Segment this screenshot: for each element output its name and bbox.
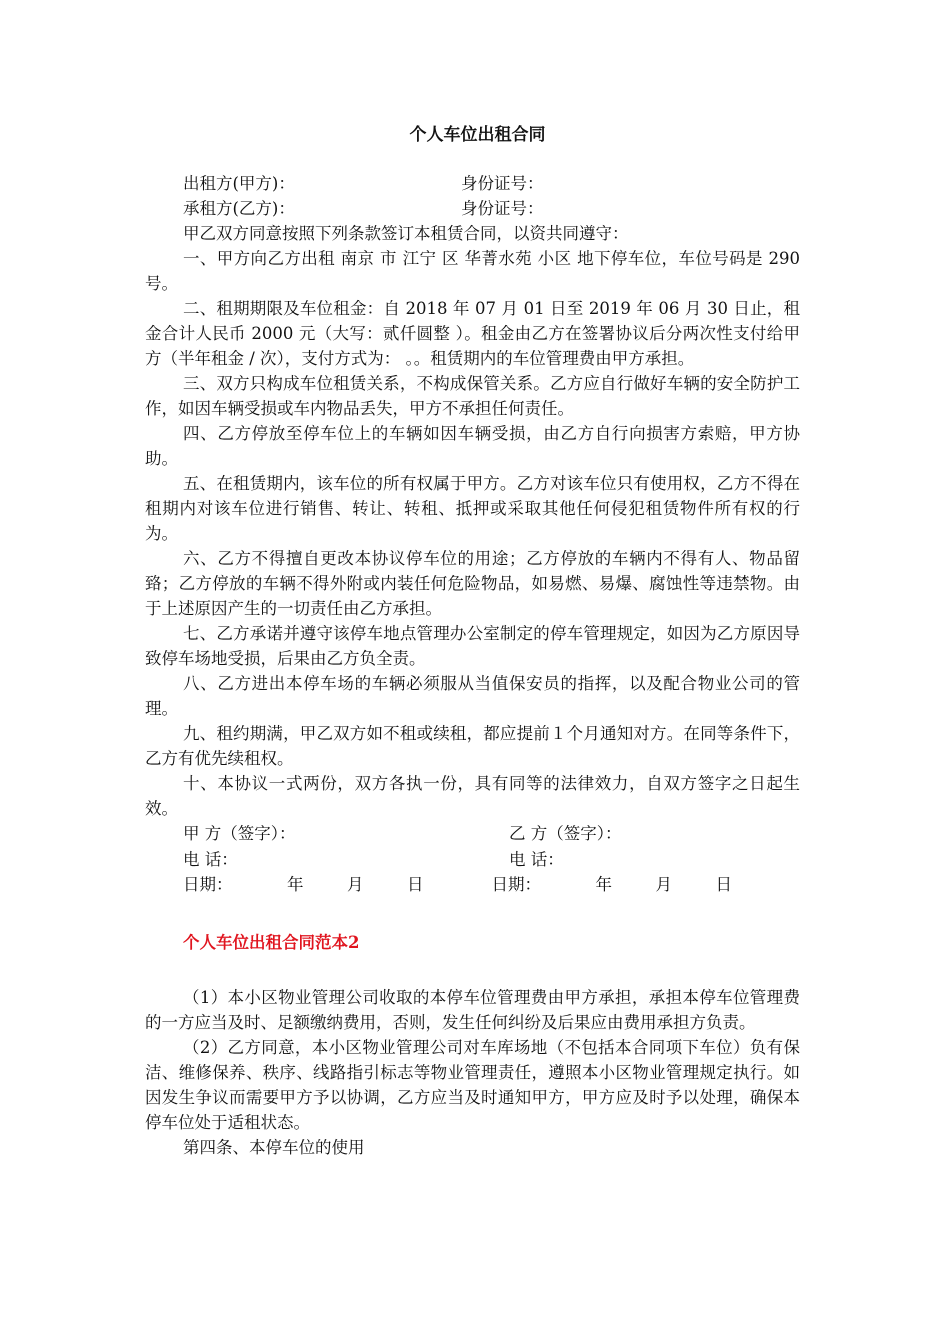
clause-4: 四、乙方停放至停车位上的车辆如因车辆受损，由乙方自行向损害方索赔，甲方协助。 xyxy=(145,424,800,468)
clause-10: 十、本协议一式两份，双方各执一份，具有同等的法律效力，自双方签字之日起生效。 xyxy=(145,774,800,818)
clause-8: 八、乙方进出本停车场的车辆必须服从当值保安员的指挥，以及配合物业公司的管理。 xyxy=(145,674,800,718)
date-month: 月 xyxy=(347,875,364,894)
clause-3: 三、双方只构成车位租赁关系，不构成保管关系。乙方应自行做好车辆的安全防护工作，如因车辆受损或车内物品丢失，甲方不承担任何责任。 xyxy=(145,374,800,418)
date-day: 日 xyxy=(715,875,732,894)
clause-2: 二、租期期限及车位租金：自 2018 年 07 月 01 日至 2019 年 06 月 30 日止，租金合计人民币 2000 元（大写：贰仟圆整 ）。租金由乙方在签署协议后分两次性支付给甲方（半年租金 / 次），支付方式为： 。。租赁期内的车位管理费由甲方承担。 xyxy=(145,299,800,368)
date-month: 月 xyxy=(655,875,672,894)
lessor-label: 出租方(甲方)： xyxy=(183,174,295,193)
template2-article-4: 第四条、本停车位的使用 xyxy=(183,1137,365,1157)
section-subtitle: 个人车位出租合同范本2 xyxy=(183,932,360,952)
clause-7: 七、乙方承诺并遵守该停车地点管理办公室制定的停车管理规定，如因为乙方原因导致停车场地受损，后果由乙方负全责。 xyxy=(145,624,800,668)
party-b-phone: 电 话： xyxy=(509,849,564,869)
party-b-signature: 乙 方（签字）： xyxy=(509,824,622,843)
phone-row xyxy=(145,847,800,873)
date-year: 年 xyxy=(287,875,304,894)
date-label: 日期： xyxy=(491,875,541,894)
party-a-row xyxy=(145,171,800,196)
lessee-id-label: 身份证号： xyxy=(461,199,544,218)
party-a-phone: 电 话： xyxy=(183,849,238,869)
party-b-date xyxy=(492,872,801,898)
date-label: 日期： xyxy=(183,875,233,894)
document-title: 个人车位出租合同 xyxy=(409,125,546,145)
lessee-label: 承租方(乙方)： xyxy=(183,199,295,218)
party-b-row xyxy=(145,196,800,221)
clause-1: 一、甲方向乙方出租 南京 市 江宁 区 华菁水苑 小区 地下停车位，车位号码是 290 号。 xyxy=(145,249,800,293)
lessor-id-label: 身份证号： xyxy=(461,174,544,193)
template2-clause-1: （1）本小区物业管理公司收取的本停车位管理费由甲方承担，承担本停车位管理费的一方应当及时、足额缴纳费用，否则，发生任何纠纷及后果应由费用承担方负责。 xyxy=(145,987,800,1032)
party-a-date xyxy=(183,872,492,898)
date-year: 年 xyxy=(595,875,612,894)
clause-5: 五、在租赁期内，该车位的所有权属于甲方。乙方对该车位只有使用权，乙方不得在租期内对该车位进行销售、转让、转租、抵押或采取其他任何侵犯租赁物件所有权的行为。 xyxy=(145,474,800,543)
signature-block xyxy=(145,821,800,898)
template2-clause-2: （2）乙方同意，本小区物业管理公司对车库场地（不包括本合同项下车位）负有保洁、维修保养、秩序、线路指引标志等物业管理责任，遵照本小区物业管理规定执行。如因发生争议而需要甲方予以协调，乙方应当及时通知甲方，甲方应及时予以处理，确保本停车位处于适租状态。 xyxy=(145,1037,800,1132)
date-row xyxy=(145,872,800,898)
signature-row xyxy=(145,821,800,847)
party-a-signature: 甲 方（签字）： xyxy=(183,824,296,843)
clause-9: 九、租约期满，甲乙双方如不租或续租，都应提前１个月通知对方。在同等条件下，乙方有优先续租权。 xyxy=(145,724,800,768)
clause-6: 六、乙方不得擅自更改本协议停车位的用途；乙方停放的车辆内不得有人、物品留臵；乙方停放的车辆不得外附或内装任何危险物品，如易燃、易爆、腐蚀性等违禁物。由于上述原因产生的一切责任由乙方承担。 xyxy=(145,549,800,618)
intro-paragraph: 甲乙双方同意按照下列条款签订本租赁合同，以资共同遵守： xyxy=(183,224,629,243)
date-day: 日 xyxy=(407,875,424,894)
